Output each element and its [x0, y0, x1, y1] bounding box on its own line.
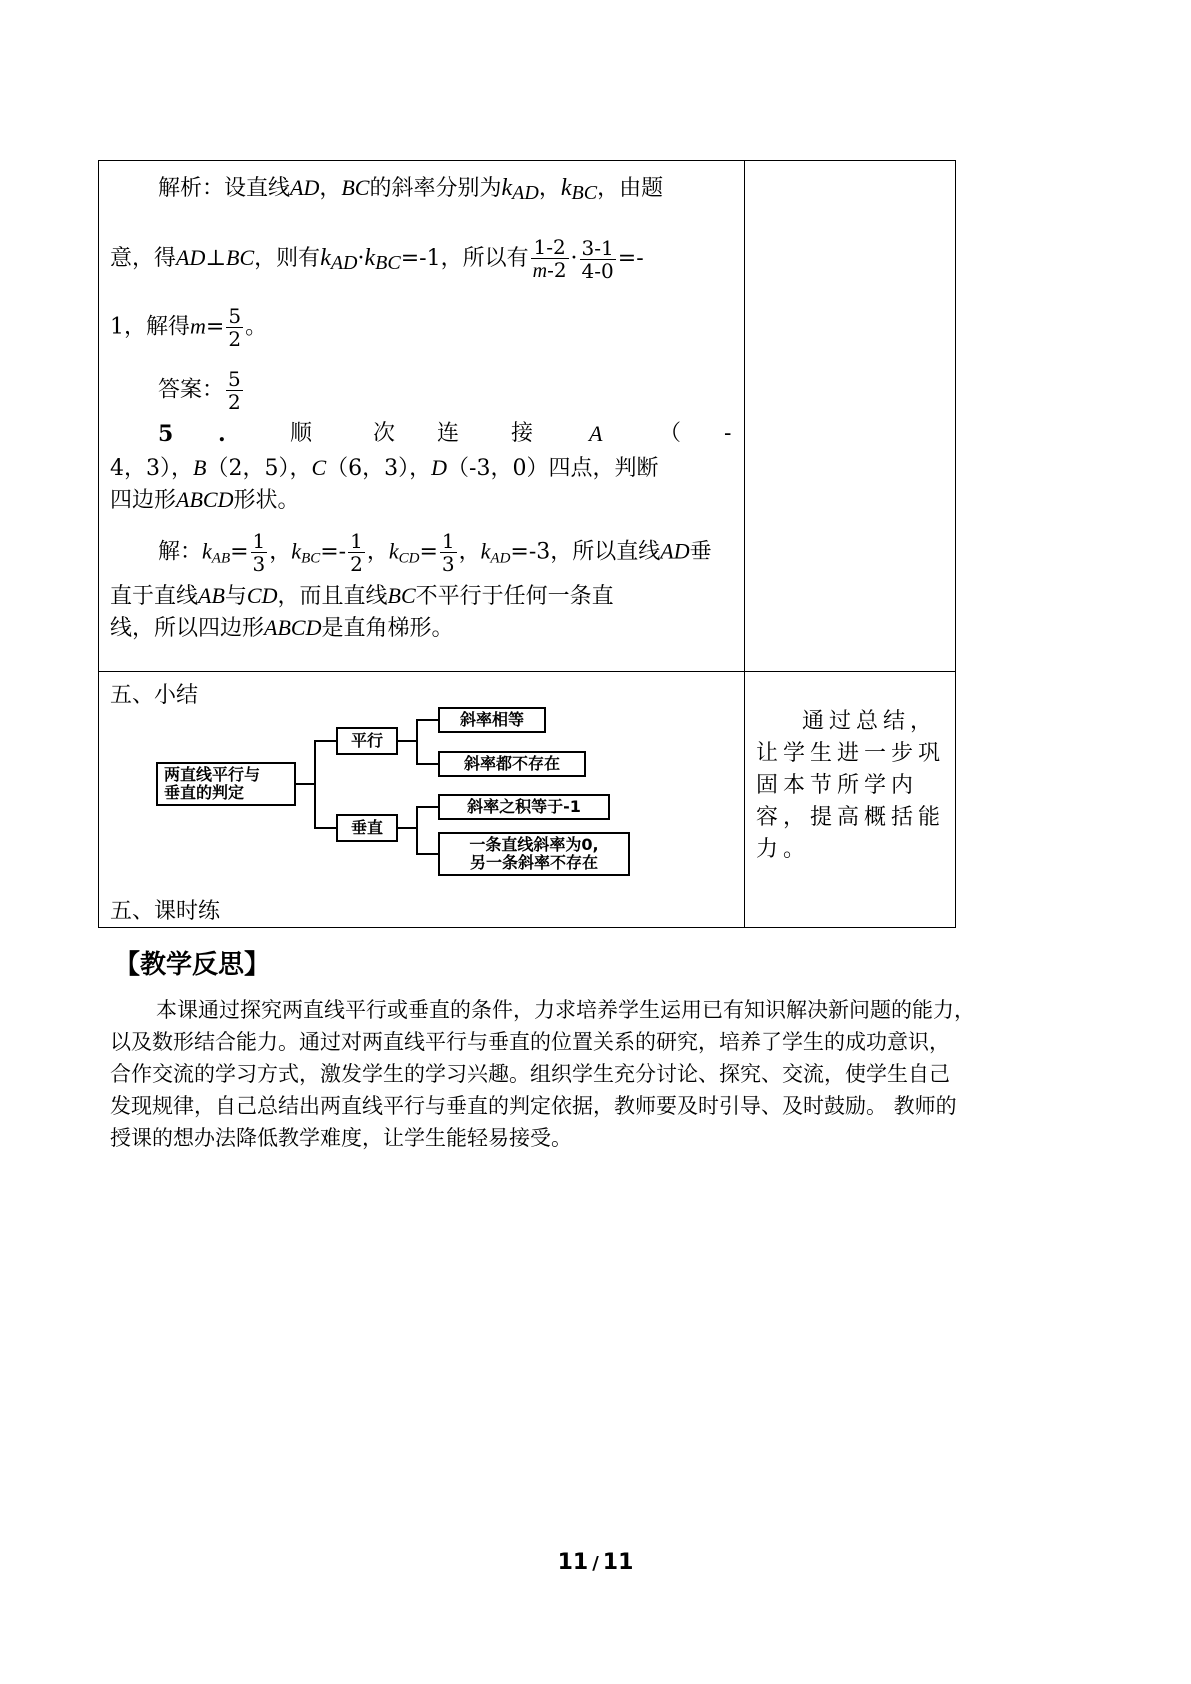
problem-5-char-1: 顺	[290, 421, 313, 446]
answer-line: 答案： $\frac{5}{2}$	[158, 367, 241, 414]
page-number: 11 / 11	[557, 1550, 634, 1575]
parallel-connector	[314, 740, 336, 742]
analysis-line-1: 解析：设直线AD，BC的斜率分别为kAD，kBC，由题	[158, 175, 664, 204]
table-row-divider	[98, 671, 956, 672]
diagram-product-slope-box: 斜率之积等于-1	[438, 794, 610, 820]
root-branch	[314, 740, 316, 828]
problem-5-char-2: 次	[373, 421, 396, 446]
diagram-no-slope-box: 斜率都不存在	[438, 751, 586, 777]
solution-line-1: 解：$k_{AB}=$ $\frac{1}{3}$ ，$k_{BC}=-$ $\frac{1}{2}$ ，$k_{CD}=$ $\frac{1}{3}$ ，$k_{AD}=-3$，所以直线AD垂	[158, 529, 712, 576]
perp-connector	[314, 827, 336, 829]
reflection-line: 本课通过探究两直线平行或垂直的条件，力求培养学生运用已有知识解决新问题的能力，	[156, 998, 975, 1022]
fraction-1: $\frac{1-2}{m-2}$	[532, 235, 567, 282]
q1-connector	[416, 806, 438, 808]
problem-5-point-A: A	[589, 421, 603, 446]
reflection-line: 发现规律，自己总结出两直线平行与垂直的判定依据，教师要及时引导、及时鼓励。 教师的	[110, 1094, 957, 1118]
reflection-line: 以及数形结合能力。通过对两直线平行与垂直的位置关系的研究，培养了学生的成功意识，	[110, 1030, 950, 1054]
reflection-line: 合作交流的学习方式，激发学生的学习兴趣。组织学生充分讨论、探究、交流，使学生自己	[110, 1062, 950, 1086]
p1-connector	[416, 719, 438, 721]
homework-heading: 五、课时练	[110, 899, 221, 924]
solution-line-3: 线，所以四边形ABCD是直角梯形。	[110, 615, 454, 641]
parallel-branch	[416, 719, 418, 764]
diagram-equal-slope-box: 斜率相等	[438, 707, 546, 733]
kab-fraction: $\frac{1}{3}$	[252, 529, 266, 576]
problem-5-line-2: 4，3），B（2，5），C（6，3），D（-3，0）四点，判断	[110, 455, 659, 481]
analysis-line-2: 意，得AD⊥BC，则有kAD·kBC=-1，所以有 $\frac{1-2}{m-2}$ · $\frac{3-1}{4-0}$ =-	[110, 235, 644, 283]
reflection-heading: 【教学反思】	[114, 950, 271, 980]
kcd-fraction: $\frac{1}{3}$	[441, 529, 455, 576]
problem-5-char-3: 连	[437, 421, 460, 446]
problem-5-line-3: 四边形ABCD形状。	[110, 487, 300, 513]
problem-5-minus: -	[724, 421, 732, 446]
perp-branch	[416, 806, 418, 854]
fraction-m: $\frac{5}{2}$	[228, 304, 242, 351]
diagram-root-box: 两直线平行与 垂直的判定	[156, 762, 296, 806]
root-connector	[296, 783, 314, 785]
kbc-fraction: $\frac{1}{2}$	[350, 529, 363, 576]
summary-heading: 五、小结	[110, 683, 199, 708]
fraction-2: $\frac{3-1}{4-0}$	[581, 235, 614, 283]
problem-5-number: 5	[158, 421, 174, 447]
diagram-perpendicular-box: 垂直	[336, 814, 398, 842]
problem-5-char-4: 接	[511, 421, 534, 446]
problem-5-dot: .	[218, 421, 226, 447]
summary-side-note: 通过总结， 让学生进一步巩 固本节所学内 容，提高概括能 力。	[756, 709, 946, 862]
answer-fraction: $\frac{5}{2}$	[228, 367, 241, 414]
diagram-parallel-box: 平行	[336, 727, 398, 755]
analysis-line-3: 1，解得m= $\frac{5}{2}$ 。	[110, 304, 268, 351]
reflection-line: 授课的想办法降低教学难度，让学生能轻易接受。	[110, 1126, 572, 1150]
p2-connector	[416, 763, 438, 765]
perp-out	[398, 827, 416, 829]
problem-5-paren: （	[659, 421, 682, 446]
solution-line-2: 直于直线AB与CD，而且直线BC不平行于任何一条直	[110, 583, 614, 609]
parallel-out	[398, 740, 416, 742]
diagram-zero-slope-box: 一条直线斜率为0, 另一条斜率不存在	[438, 832, 630, 876]
table-column-divider	[744, 160, 745, 928]
reflection-body	[110, 994, 1120, 1154]
q2-connector	[416, 853, 438, 855]
